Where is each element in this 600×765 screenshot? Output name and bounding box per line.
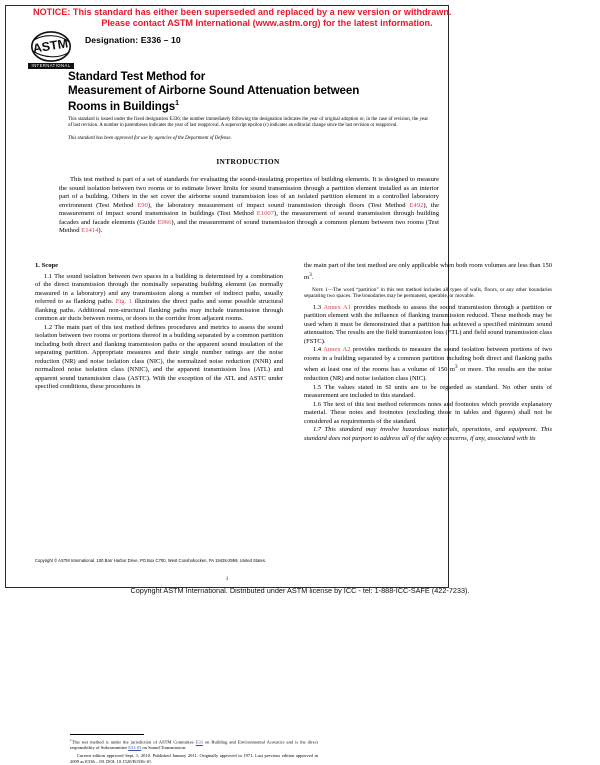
title-line-1: Standard Test Method for	[68, 70, 206, 83]
footnote-jurisdiction	[70, 738, 318, 751]
footnote-text-2: on Building and Environmental Acoustics and is the direct responsibility of Subcommittee	[70, 739, 318, 751]
link-e966[interactable]: E966	[157, 218, 172, 226]
p11-text-b: illustrates the direct paths and some possible structural flanking paths. Additional non-structural flanking paths may include transmission through common air ducts between rooms, or doors to the corridor from adjacent rooms.	[35, 298, 283, 322]
intro-text-mid-1: ), the laboratory measurement of impact sound transmission through floors (Test Method	[147, 201, 410, 209]
paragraph-1-3	[304, 304, 552, 347]
designation-boilerplate	[68, 117, 428, 142]
title-footnote-marker: 1	[175, 100, 179, 108]
masthead	[28, 31, 428, 73]
scope-heading: 1. Scope	[35, 262, 59, 269]
p14-number: 1.4	[313, 346, 324, 354]
notice-line-1: NOTICE: This standard has either been superseded and replaced by a new version or withdrawn.	[33, 7, 452, 17]
astm-monogram-icon	[30, 31, 72, 62]
paragraph-1-7: 1.7 This standard may involve hazardous materials, operations, and equipment. This standard does not purport to address all of the safety concerns, if any, associated with its	[304, 426, 552, 442]
p12-end: .	[311, 273, 314, 281]
intro-text-tail: ).	[98, 227, 103, 235]
license-footer: Copyright ASTM International. Distributed under ASTM license by ICC - tel: 1-888-ICC-SAFE (422-7233).	[130, 586, 470, 595]
link-e1414[interactable]: E1414	[81, 227, 99, 235]
link-e90[interactable]: E90	[137, 201, 148, 209]
boilerplate-dod: This standard has been approved for use by agencies of the Department of Defense.	[68, 135, 232, 141]
svg-text:ASTM: ASTM	[31, 36, 69, 56]
p14-text: provides methods to measure the sound isolation between portions of two rooms in a building separated by a common partition including both direct and flanking paths when at least one of the rooms has a volume of 150 m	[304, 346, 552, 374]
paragraph-1-2: 1.2 The main part of this test method defines procedures and metrics to assess the sound isolation between two rooms or portions thereof in a building separated by a common partition including both direct and flanking transmission paths or the apparent sound insulation of the separating partition. Appropriate measures and their single number ratings are the noise reduction (NR) and noise isolation class (NIC), the normalized noise reduction (NNR) and normalized noise isolation class (NNIC), and the apparent transmission loss (ATL) and apparent sound transmission class (ASTC). With the exception of the ATL and ASTC under specified conditions, these procedures in	[35, 323, 283, 390]
copyright-notice: Copyright © ASTM International, 100 Barr Harbor Drive, PO Box C700, West Conshohocken, PA 19428-2959, United States.	[35, 558, 267, 563]
note-1: Nᴏᴛᴇ 1—The word “partition” in this test method includes all types of walls, floors, or any other boundaries separating two spaces. The boundaries may be permanent, operable, or movable.	[304, 286, 552, 300]
column-right	[304, 262, 552, 443]
introduction-heading: INTRODUCTION	[216, 157, 280, 166]
footnote-text-3: on Sound Transmission.	[141, 745, 187, 751]
title-line-3-text: Rooms in Buildings	[68, 100, 176, 114]
title-line-3	[68, 97, 428, 113]
paragraph-1-5: 1.5 The values stated in SI units are to be regarded as standard. No other units of measurement are included in this standard.	[304, 383, 552, 399]
document-title	[68, 70, 428, 114]
link-e1007[interactable]: E1007	[256, 210, 274, 218]
footnote-rule	[70, 734, 144, 735]
p14-text-2: or more. The results are the noise reduction (NR) and noise isolation class (NIC).	[304, 366, 552, 382]
p13-text: provides methods to assess the sound transmission through a partition or partition element with the influence of flanking transmission reduced. These methods may be used when it must be demonstrated that a partition has achieved a specified minimum sound attenuation. The results are the field transmission loss (FTL) and field sound transmission class (FSTC).	[304, 303, 552, 345]
paragraph-1-6: 1.6 The text of this test method references notes and footnotes which provide explanatory material. These notes and footnotes (excluding those in tables and figures) shall not be considered as requirements of the standard.	[304, 400, 552, 425]
astm-logo-subtitle: INTERNATIONAL	[28, 63, 74, 69]
link-annex-a2[interactable]: Annex A2	[323, 346, 351, 354]
p12-superscript: 3	[309, 271, 312, 278]
footnote-text-1: This test method is under the jurisdiction of ASTM Committee	[71, 739, 196, 745]
intro-text-mid-4: ), and the measurement of sound transmission through a common plenum between two rooms (Test Method	[59, 218, 439, 235]
p12-cont-text: the main part of the test method are only applicable when both room volumes are less than 150 m	[304, 262, 552, 281]
intro-text-mid-2: ), the measurement of impact sound transmission in buildings (Test Method	[59, 201, 439, 218]
paragraph-1-1	[35, 273, 283, 324]
link-subcommittee-e3303[interactable]: E33.03	[128, 745, 142, 751]
astm-logo	[28, 31, 74, 71]
designation-label: Designation: E336 – 10	[85, 35, 181, 45]
notice-line-2: Please contact ASTM International (www.astm.org) for the latest information.	[101, 18, 433, 29]
p11-text-a: 1.1 The sound isolation between two spaces in a building is determined by a combination of the direct transmission through the nominally separating building element (as normally measured in a laboratory) and any transmission along a number of indirect paths, usually referred to as flanking paths.	[35, 272, 283, 305]
link-e492[interactable]: E492	[409, 201, 424, 209]
superseded-notice	[5, 5, 600, 30]
p13-number: 1.3	[313, 303, 324, 311]
paragraph-1-4	[304, 346, 552, 383]
footnote-edition: Current edition approved Sept. 1, 2010. Published January 2011. Originally approved in 1971. Last previous edition approved in 2009 as E336 – 09. DOI: 10.1520/E0336-10.	[70, 753, 318, 765]
link-annex-a1[interactable]: Annex A1	[323, 303, 351, 311]
intro-text-pre: This test method is part of a set of standards for evaluating the sound-insulating properties of building elements. It is designed to measure the sound isolation between two rooms or to estimate lower limits for sound transmission through a partition element installed as an interior part of a building. Others in the set cover the airborne sound transmission loss of an isolated partition element in a controlled laboratory environment (Test Method	[59, 176, 439, 209]
footnote-marker: 1	[70, 738, 72, 742]
page-number: 1	[225, 576, 229, 582]
page-footnote	[70, 734, 318, 765]
introduction-paragraph	[59, 176, 439, 236]
title-line-2: Measurement of Airborne Sound Attenuation between	[68, 83, 360, 97]
p14-superscript: 3	[454, 364, 458, 371]
boilerplate-main: This standard is issued under the fixed designation E336; the number immediately following the designation indicates the year of original adoption or, in the case of revision, the year of last revision. A number in parentheses indicates the year of last reapproval. A superscript epsilon (ε) indicates an editorial change since the last revision or reapproval.	[68, 117, 428, 129]
link-committee-e33[interactable]: E33	[195, 739, 203, 745]
link-fig-1[interactable]: Fig. 1	[115, 298, 132, 305]
paragraph-1-2-continued	[304, 262, 552, 282]
intro-text-mid-3: ), the measurement of sound transmission through building facades and facade elements (Guide	[59, 210, 439, 226]
